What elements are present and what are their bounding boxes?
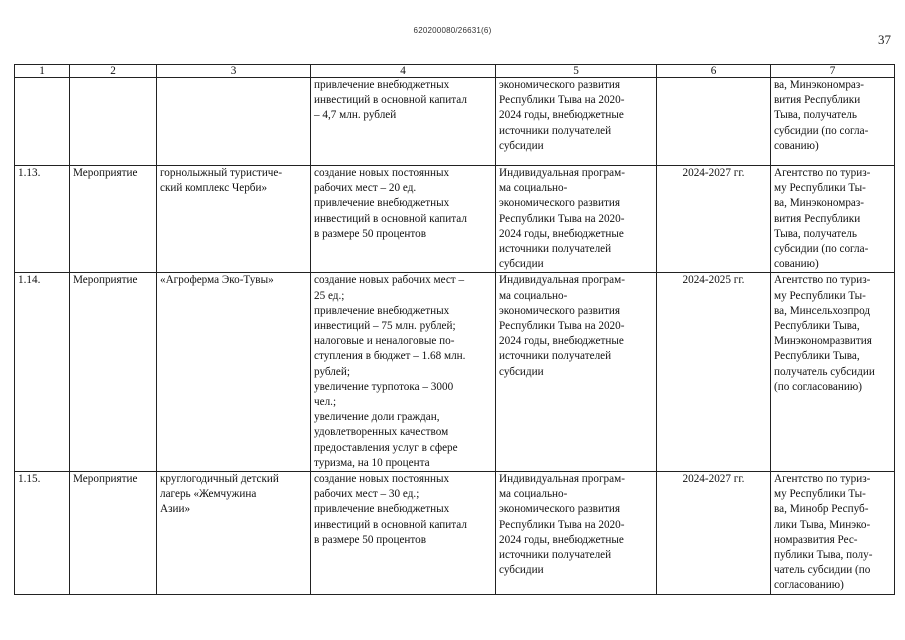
type-cell: Мероприятие — [70, 166, 157, 273]
row-number-cell: 1.13. — [15, 166, 70, 273]
type-cell: Мероприятие — [70, 472, 157, 595]
results-cell: создание новых рабочих мест – 25 ед.; привлечение внебюджетных инвестиций – 75 млн. рублей; налоговые и неналоговые по- ступления в бюджет – 1.68 млн. рублей; увеличение турпотока – 3000 чел.; увеличение доли граждан, удовлетворенных качеством предоставления услуг в сфере туризма, на 10 процента — [311, 273, 496, 472]
column-header: 1 — [15, 65, 70, 78]
name-cell: «Агроферма Эко-Тувы» — [157, 273, 311, 472]
table-row — [15, 472, 895, 595]
responsible-cell: Агентство по туриз- му Республики Ты- ва, Минобр Респуб- лики Тыва, Минэко- номразвития Рес- публики Тыва, полу- чатель субсидии (по согласованию) — [771, 472, 895, 595]
period-cell: 2024-2027 гг. — [657, 166, 771, 273]
column-header: 2 — [70, 65, 157, 78]
column-header: 7 — [771, 65, 895, 78]
results-cell: привлечение внебюджетных инвестиций в основной капитал – 4,7 млн. рублей — [311, 78, 496, 166]
responsible-cell: Агентство по туриз- му Республики Ты- ва, Минэкономраз- вития Республики Тыва, получатель субсидии (по согла- сованию) — [771, 166, 895, 273]
period-cell: 2024-2025 гг. — [657, 273, 771, 472]
column-header: 3 — [157, 65, 311, 78]
results-cell: создание новых постоянных рабочих мест – 20 ед. привлечение внебюджетных инвестиций в основной капитал в размере 50 процентов — [311, 166, 496, 273]
column-header: 5 — [496, 65, 657, 78]
source-cell: Индивидуальная програм- ма социально- экономического развития Республики Тыва на 2020- 2024 годы, внебюджетные источники получателей субсидии — [496, 472, 657, 595]
column-number-row — [15, 65, 895, 78]
type-cell — [70, 78, 157, 166]
name-cell — [157, 78, 311, 166]
column-header: 4 — [311, 65, 496, 78]
responsible-cell: Агентство по туриз- му Республики Ты- ва, Минсельхозпрод Республики Тыва, Минэкономразвития Республики Тыва, получатель субсидии (по согласованию) — [771, 273, 895, 472]
source-cell: экономического развития Республики Тыва на 2020- 2024 годы, внебюджетные источники получателей субсидии — [496, 78, 657, 166]
row-number-cell: 1.14. — [15, 273, 70, 472]
responsible-cell: ва, Минэкономраз- вития Республики Тыва, получатель субсидии (по согла- сованию) — [771, 78, 895, 166]
column-header: 6 — [657, 65, 771, 78]
row-number-cell — [15, 78, 70, 166]
row-number-cell: 1.15. — [15, 472, 70, 595]
page-number: 37 — [878, 32, 891, 47]
source-cell: Индивидуальная програм- ма социально- экономического развития Республики Тыва на 2020- 2024 годы, внебюджетные источники получателей субсидии — [496, 273, 657, 472]
results-cell: создание новых постоянных рабочих мест – 30 ед.; привлечение внебюджетных инвестиций в основной капитал в размере 50 процентов — [311, 472, 496, 595]
source-cell: Индивидуальная програм- ма социально- экономического развития Республики Тыва на 2020- 2024 годы, внебюджетные источники получателей субсидии — [496, 166, 657, 273]
measures-table — [14, 64, 895, 595]
table-row — [15, 166, 895, 273]
document-id: 620200080/26631(6) — [413, 26, 492, 35]
type-cell: Мероприятие — [70, 273, 157, 472]
period-cell: 2024-2027 гг. — [657, 472, 771, 595]
name-cell: круглогодичный детский лагерь «Жемчужина Азии» — [157, 472, 311, 595]
period-cell — [657, 78, 771, 166]
table-row — [15, 78, 895, 166]
table-row — [15, 273, 895, 472]
name-cell: горнолыжный туристиче- ский комплекс Черби» — [157, 166, 311, 273]
